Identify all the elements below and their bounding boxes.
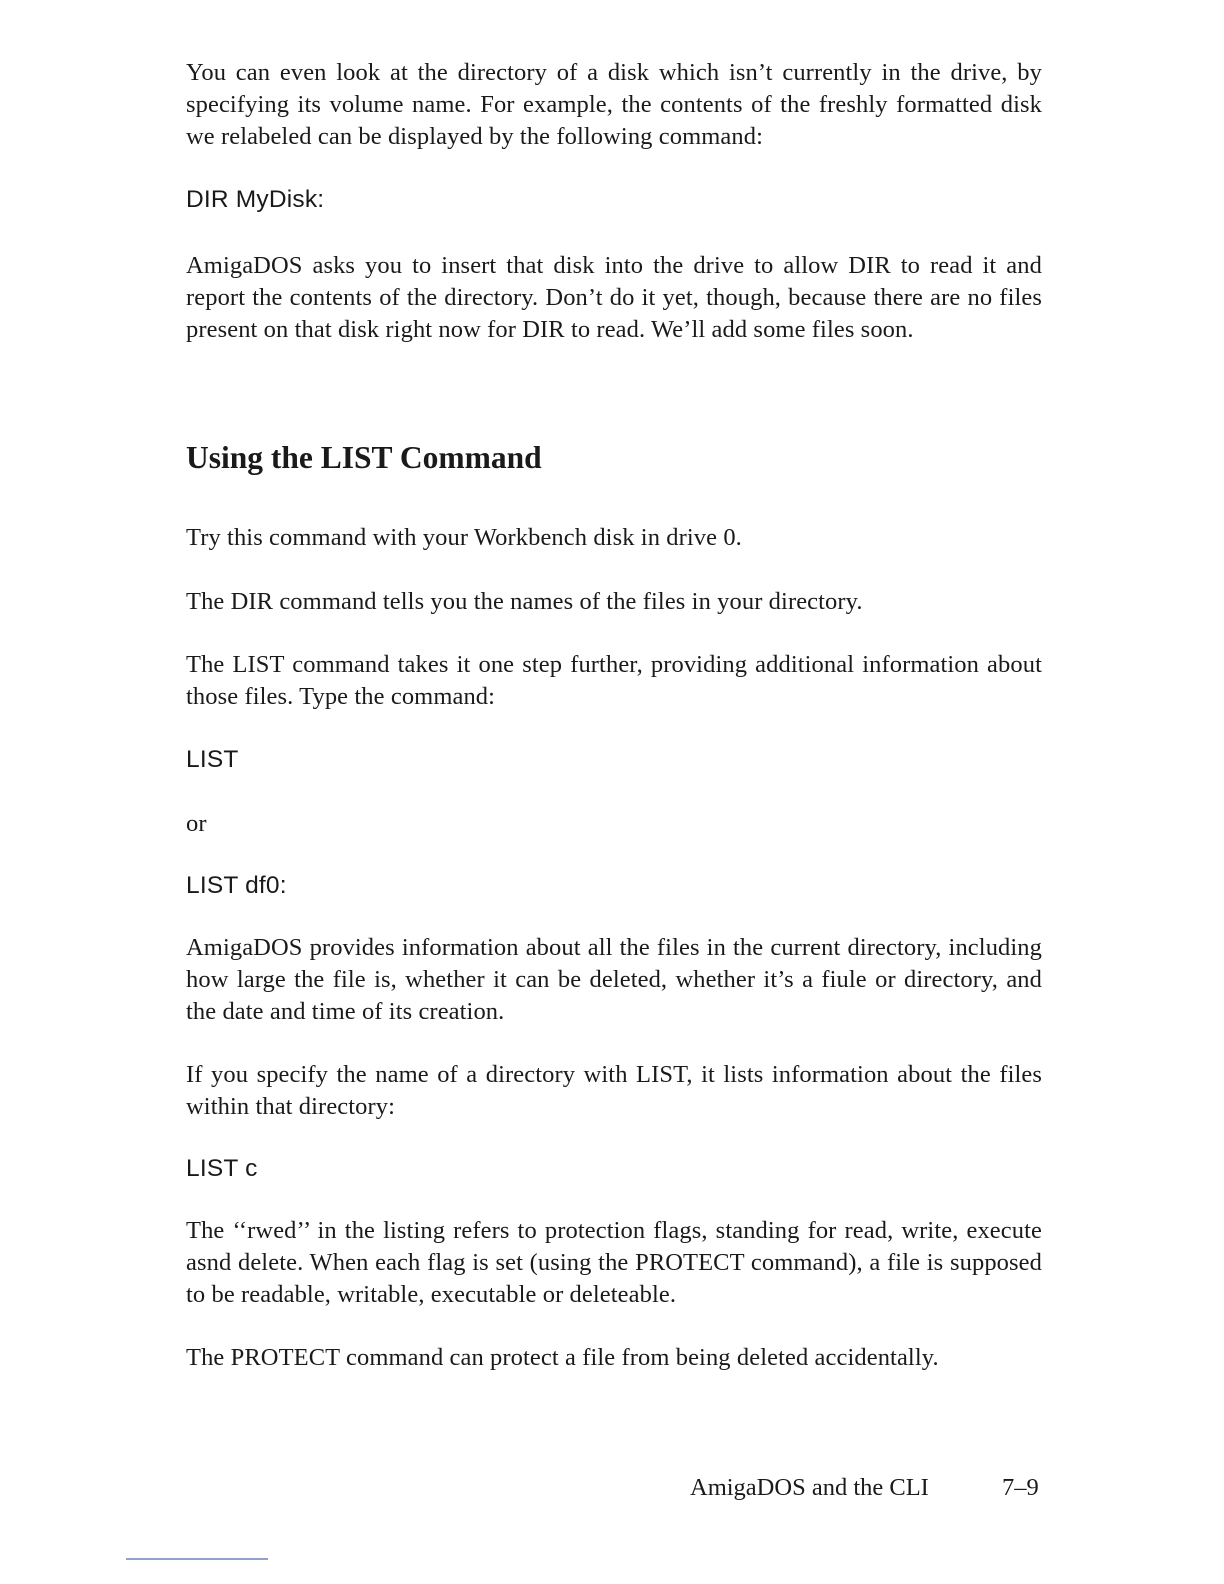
footer-chapter-title: AmigaDOS and the CLI (690, 1474, 929, 1501)
paragraph-list-command: The LIST command takes it one step further, providing additional information about those files. Type the command: (186, 651, 1042, 711)
command-list-df0: LIST df0: (186, 872, 287, 899)
scan-edge-line (126, 1558, 268, 1560)
paragraph-try-command: Try this command with your Workbench disk in drive 0. (186, 524, 742, 551)
command-list: LIST (186, 746, 239, 773)
command-list-c: LIST c (186, 1155, 258, 1182)
paragraph-protect-command: The PROTECT command can protect a file from being deleted accidentally. (186, 1344, 939, 1371)
command-dir-mydisk: DIR MyDisk: (186, 186, 325, 213)
section-heading: Using the LIST Command (186, 440, 542, 475)
paragraph-protection-flags: The ‘‘rwed’’ in the listing refers to protection flags, standing for read, write, execute asnd delete. When each flag is set (using the PROTECT command), a file is supposed to be readable, writable, executable or deleteable. (186, 1217, 1042, 1309)
paragraph-list-info: AmigaDOS provides information about all the files in the current directory, including how large the file is, whether it can be deleted, whether it’s a fiule or directory, and the date and time of its creation. (186, 934, 1042, 1026)
text-or: or (186, 810, 207, 837)
paragraph-volume-name: You can even look at the directory of a disk which isn’t currently in the drive, by specifying its volume name. For example, the contents of the freshly formatted disk we relabeled can be displayed by the following command: (186, 59, 1042, 151)
document-page (186, 0, 1042, 1584)
footer-page-number: 7–9 (1002, 1474, 1039, 1501)
paragraph-insert-disk: AmigaDOS asks you to insert that disk into the drive to allow DIR to read it and report the contents of the directory. Don’t do it yet, though, because there are no files present on that disk right now for DIR to read. We’ll add some files soon. (186, 252, 1042, 344)
paragraph-list-directory: If you specify the name of a directory with LIST, it lists information about the files within that directory: (186, 1061, 1042, 1121)
paragraph-dir-command: The DIR command tells you the names of the files in your directory. (186, 588, 863, 615)
